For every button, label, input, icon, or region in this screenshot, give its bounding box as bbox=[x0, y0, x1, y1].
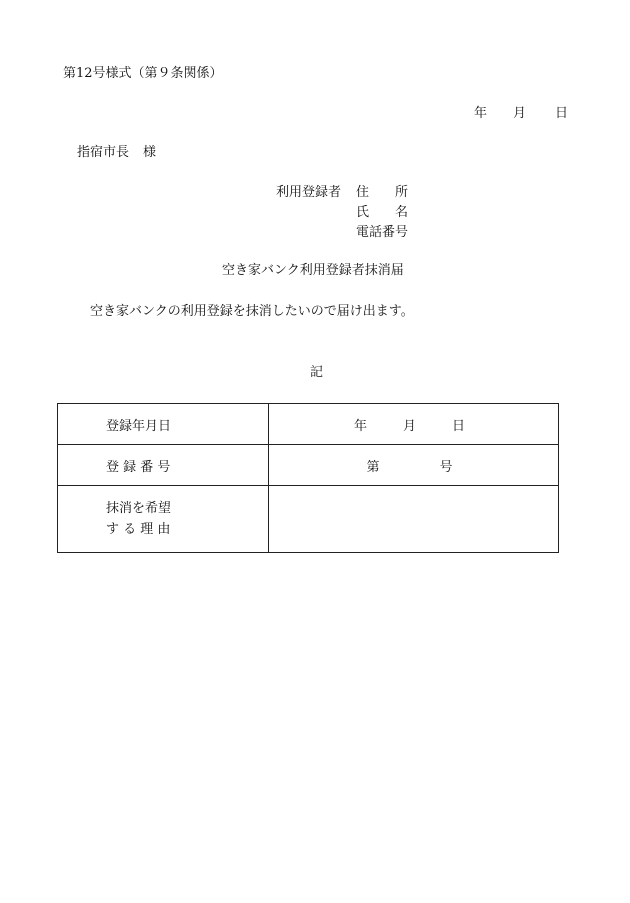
registration-date-day: 日 bbox=[452, 418, 466, 434]
table-row-registration-date bbox=[58, 404, 559, 445]
addressee-honorific: 様 bbox=[143, 145, 157, 160]
table-row-registration-number bbox=[58, 445, 559, 486]
reason-label-line2: す る 理 由 bbox=[106, 522, 171, 537]
reason-value bbox=[269, 486, 559, 553]
form-number: 第12号様式（第９条関係） bbox=[63, 66, 223, 81]
registration-date-value bbox=[269, 404, 559, 445]
date-month-label: 月 bbox=[513, 106, 527, 121]
applicant-label: 利用登録者 bbox=[276, 185, 342, 200]
phone-label: 電話番号 bbox=[356, 225, 409, 240]
address-label: 住 所 bbox=[356, 185, 409, 200]
registration-number-suffix: 号 bbox=[439, 459, 453, 475]
detail-table bbox=[57, 403, 559, 553]
name-label: 氏 名 bbox=[356, 205, 409, 220]
registration-date-year: 年 bbox=[353, 418, 367, 434]
date-day-label: 日 bbox=[555, 106, 569, 121]
table-row-reason bbox=[58, 486, 559, 553]
reason-label bbox=[58, 486, 269, 553]
ki-heading: 記 bbox=[310, 365, 324, 380]
registration-number-prefix: 第 bbox=[366, 459, 380, 475]
reason-label-line1: 抹消を希望 bbox=[106, 501, 172, 516]
registration-date-month: 月 bbox=[402, 418, 416, 434]
date-year-label: 年 bbox=[474, 106, 488, 121]
registration-number-label: 登 録 番 号 bbox=[58, 445, 269, 486]
registration-date-label: 登録年月日 bbox=[58, 404, 269, 445]
registration-number-value bbox=[269, 445, 559, 486]
addressee-name: 指宿市長 bbox=[77, 145, 130, 160]
statement-text: 空き家バンクの利用登録を抹消したいので届け出ます。 bbox=[90, 304, 414, 319]
form-title: 空き家バンク利用登録者抹消届 bbox=[222, 263, 404, 278]
